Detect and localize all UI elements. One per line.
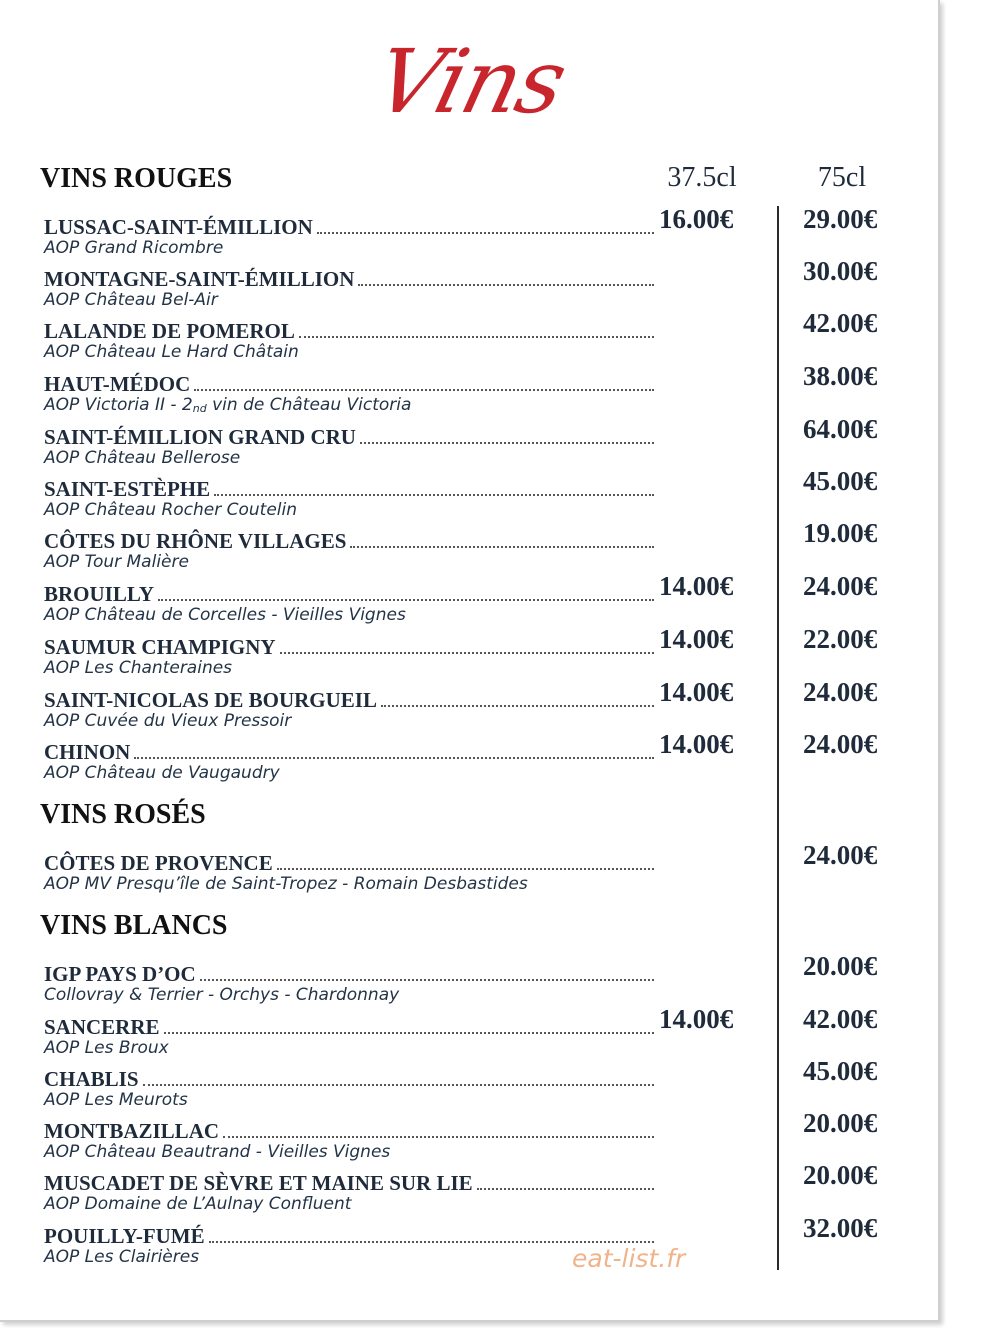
dot-leader [134, 756, 654, 759]
wine-item [44, 1056, 904, 1114]
dot-leader [299, 335, 654, 338]
wine-description-part: AOP Victoria II - 2 [44, 395, 193, 415]
price-37-5cl: 14.00€ [659, 729, 734, 759]
price-37-5cl: 14.00€ [659, 677, 734, 707]
wine-item [44, 840, 904, 898]
wine-item [44, 466, 904, 524]
wine-name: SAUMUR CHAMPIGNY [44, 635, 276, 659]
wine-description: AOP Grand Ricombre [44, 238, 224, 258]
price-37-5cl: 14.00€ [659, 1004, 734, 1034]
wine-description: AOP Les Meurots [44, 1090, 188, 1110]
price-75cl: 20.00€ [803, 1108, 878, 1138]
wine-item [44, 1108, 904, 1166]
dot-leader [350, 545, 654, 548]
wine-name: CHABLIS [44, 1067, 139, 1091]
wine-name: POUILLY-FUMÉ [44, 1224, 205, 1248]
price-37-5cl: 16.00€ [659, 204, 734, 234]
wine-description: Collovray & Terrier - Orchys - Chardonnay [44, 985, 400, 1005]
column-header-37-5cl: 37.5cl [667, 162, 737, 193]
price-75cl: 38.00€ [803, 361, 878, 391]
wine-item [44, 518, 904, 576]
dot-leader [280, 651, 654, 654]
wine-item [44, 414, 904, 472]
wine-name: SAINT-NICOLAS DE BOURGUEIL [44, 688, 377, 712]
dot-leader [200, 978, 654, 981]
page-title: Vins [365, 30, 575, 133]
watermark: eat-list.fr [572, 1244, 686, 1273]
wine-item [44, 361, 904, 419]
wine-description: AOP Tour Malière [44, 552, 189, 572]
dot-leader [209, 1240, 654, 1243]
wine-description: AOP MV Presqu’île de Saint-Tropez - Romain Desbastides [44, 874, 528, 894]
wine-name: CÔTES DU RHÔNE VILLAGES [44, 529, 347, 553]
price-75cl: 19.00€ [803, 518, 878, 548]
wine-description-part: vin de Château Victoria [206, 395, 412, 415]
wine-name: LALANDE DE POMEROL [44, 319, 295, 343]
wine-item [44, 677, 904, 735]
dot-leader [277, 867, 654, 870]
wine-name: SANCERRE [44, 1015, 160, 1039]
price-75cl: 24.00€ [803, 840, 878, 870]
wine-description: AOP Les Broux [44, 1038, 169, 1058]
price-75cl: 30.00€ [803, 256, 878, 286]
price-75cl: 45.00€ [803, 1056, 878, 1086]
price-75cl: 24.00€ [803, 729, 878, 759]
wine-description [44, 395, 411, 415]
dot-leader [360, 441, 654, 444]
wine-description: AOP Château Rocher Coutelin [44, 500, 298, 520]
wine-description: AOP Château Beautrand - Vieilles Vignes [44, 1142, 391, 1162]
wine-description: AOP Château Bel-Air [44, 290, 218, 310]
price-75cl: 64.00€ [803, 414, 878, 444]
price-75cl: 42.00€ [803, 1004, 878, 1034]
price-75cl: 24.00€ [803, 677, 878, 707]
wine-item [44, 729, 904, 787]
dot-leader [358, 283, 654, 286]
price-75cl: 42.00€ [803, 308, 878, 338]
section-title-vins-rouges: VINS ROUGES [40, 163, 233, 194]
price-75cl: 20.00€ [803, 1160, 878, 1190]
price-37-5cl: 14.00€ [659, 571, 734, 601]
wine-description: AOP Les Chanteraines [44, 658, 233, 678]
wine-name: SAINT-ESTÈPHE [44, 477, 211, 501]
wine-item [44, 571, 904, 629]
wine-name: SAINT-ÉMILLION GRAND CRU [44, 425, 356, 449]
dot-leader [214, 493, 654, 496]
dot-leader [164, 1031, 654, 1034]
price-75cl: 29.00€ [803, 204, 878, 234]
wine-name: CHINON [44, 740, 131, 764]
wine-description: AOP Cuvée du Vieux Pressoir [44, 711, 292, 731]
wine-description: AOP Château de Corcelles - Vieilles Vignes [44, 605, 406, 625]
wine-item [44, 256, 904, 314]
dot-leader [381, 704, 654, 707]
dot-leader [143, 1083, 654, 1086]
price-75cl: 24.00€ [803, 571, 878, 601]
wine-name: IGP PAYS D’OC [44, 962, 196, 986]
section-title-vins-roses: VINS ROSÉS [40, 799, 206, 830]
dot-leader [194, 388, 654, 391]
wine-item [44, 204, 904, 262]
price-75cl: 22.00€ [803, 624, 878, 654]
price-75cl: 32.00€ [803, 1213, 878, 1243]
column-header-75cl: 75cl [817, 162, 867, 193]
wine-description: AOP Château Bellerose [44, 448, 241, 468]
wine-description: AOP Château de Vaugaudry [44, 763, 280, 783]
wine-item [44, 951, 904, 1009]
wine-description: AOP Les Clairières [44, 1247, 200, 1267]
wine-item [44, 308, 904, 366]
dot-leader [223, 1135, 654, 1138]
wine-item [44, 1004, 904, 1062]
dot-leader [317, 231, 654, 234]
wine-name: CÔTES DE PROVENCE [44, 851, 273, 875]
wine-name: BROUILLY [44, 582, 155, 606]
wine-item [44, 1213, 904, 1271]
wine-name: MUSCADET DE SÈVRE ET MAINE SUR LIE [44, 1171, 473, 1195]
dot-leader [158, 598, 654, 601]
wine-name: LUSSAC-SAINT-ÉMILLION [44, 215, 313, 239]
wine-description: AOP Domaine de L’Aulnay Confluent [44, 1194, 352, 1214]
wine-name: MONTBAZILLAC [44, 1119, 220, 1143]
wine-name: MONTAGNE-SAINT-ÉMILLION [44, 267, 355, 291]
wine-name: HAUT-MÉDOC [44, 372, 191, 396]
section-title-vins-blancs: VINS BLANCS [40, 910, 228, 941]
price-75cl: 45.00€ [803, 466, 878, 496]
wine-description: AOP Château Le Hard Châtain [44, 342, 299, 362]
dot-leader [477, 1187, 654, 1190]
wine-item [44, 1160, 904, 1218]
ordinal-suffix: nd [192, 402, 207, 415]
price-75cl: 20.00€ [803, 951, 878, 981]
price-37-5cl: 14.00€ [659, 624, 734, 654]
wine-item [44, 624, 904, 682]
